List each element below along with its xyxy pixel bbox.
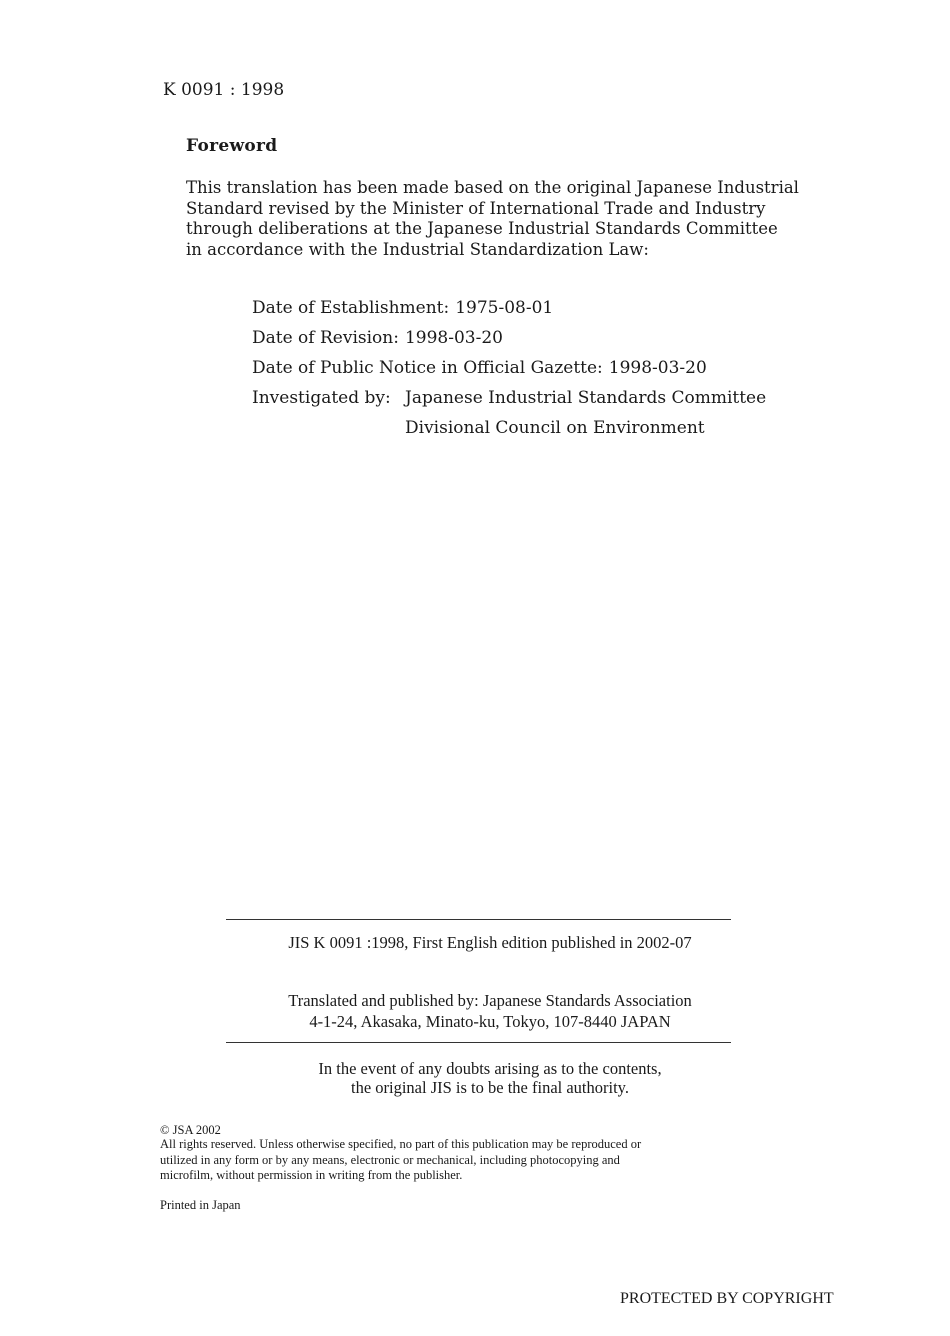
foreword-heading: Foreword — [186, 136, 278, 156]
revision-date-label: Date of Revision: — [252, 328, 399, 348]
rights-line: All rights reserved. Unless otherwise specified, no part of this publication may be reproduced or — [160, 1137, 642, 1151]
foreword-paragraph — [186, 178, 799, 261]
foreword-line: Standard revised by the Minister of International Trade and Industry — [186, 198, 766, 218]
top-divider — [226, 919, 731, 920]
public-notice-date-label: Date of Public Notice in Official Gazette: — [252, 358, 603, 378]
foreword-line: in accordance with the Industrial Standardization Law: — [186, 240, 649, 260]
rights-statement — [160, 1137, 641, 1184]
edition-statement: JIS K 0091 :1998, First English edition published in 2002-07 — [288, 933, 692, 952]
rights-line: utilized in any form or by any means, electronic or mechanical, including photocopying and — [160, 1152, 620, 1167]
authority-line-1: In the event of any doubts arising as to the contents, — [318, 1059, 662, 1078]
public-notice-date-row — [252, 358, 707, 378]
printed-in: Printed in Japan — [160, 1198, 241, 1212]
foreword-line: through deliberations at the Japanese Industrial Standards Committee — [186, 219, 778, 239]
document-number: K 0091 : 1998 — [163, 80, 285, 100]
publisher-address: 4-1-24, Akasaka, Minato-ku, Tokyo, 107-8440 JAPAN — [309, 1012, 671, 1031]
establishment-date-value: 1975-08-01 — [455, 298, 554, 318]
bottom-divider — [226, 1042, 731, 1043]
revision-date-value: 1998-03-20 — [404, 328, 503, 348]
rights-line: microfilm, without permission in writing from the publisher. — [160, 1168, 463, 1183]
foreword-line: This translation has been made based on the original Japanese Industrial — [186, 178, 799, 197]
establishment-date-label: Date of Establishment: — [252, 298, 450, 318]
publisher-line: Translated and published by: Japanese Standards Association — [288, 991, 692, 1010]
protected-by-copyright: PROTECTED BY COPYRIGHT — [620, 1290, 834, 1307]
investigated-by-council: Divisional Council on Environment — [405, 418, 705, 438]
establishment-date-row — [252, 298, 553, 318]
public-notice-date-value: 1998-03-20 — [608, 358, 707, 378]
revision-date-row — [252, 328, 503, 348]
authority-line-2: the original JIS is to be the final authority. — [350, 1078, 629, 1097]
investigated-by-committee: Japanese Industrial Standards Committee — [405, 388, 767, 408]
investigated-by-label: Investigated by: — [252, 388, 391, 408]
copyright-notice: © JSA 2002 — [160, 1123, 221, 1137]
